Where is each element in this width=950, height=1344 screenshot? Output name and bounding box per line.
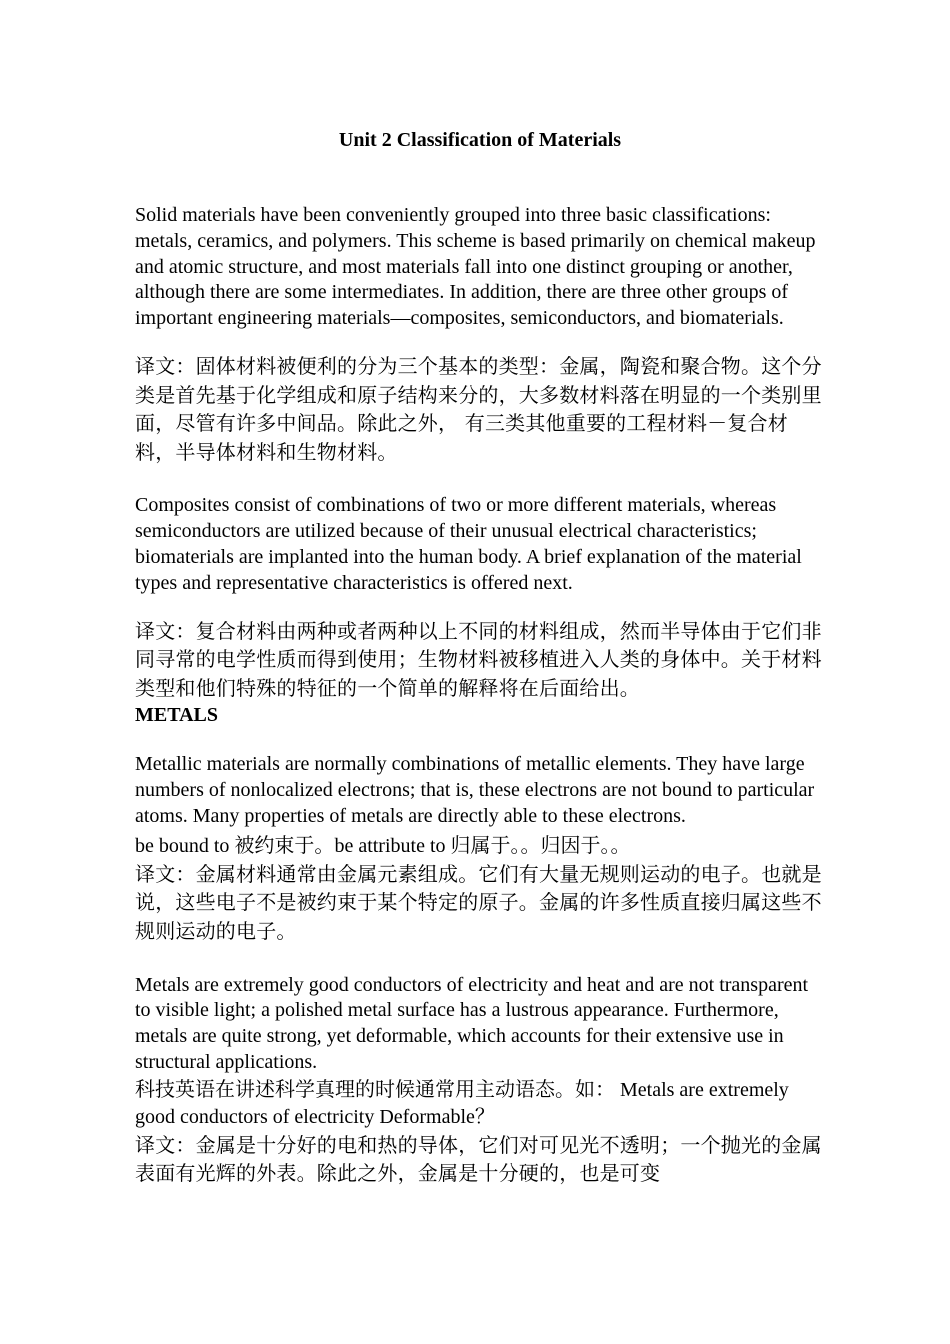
vocabulary-line	[135, 832, 825, 860]
paragraph-composites-en: Composites consist of combinations of two or more different materials, whereas semiconductors are utilized because of their unusual electrical characteristics; biomaterials are implanted into the human body. A brief explanation of the material types and representative characteristics is offered next.	[135, 494, 802, 594]
paragraph-conductors-zh: 译文：金属是十分好的电和热的导体，它们对可见光不透明；一个抛光的金属表面有光辉的外表。除此之外，金属是十分硬的，也是可变	[135, 1132, 822, 1186]
note-active-voice	[135, 1076, 825, 1131]
paragraph-classification-zh: 译文：固体材料被便利的分为三个基本的类型：金属，陶瓷和聚合物。这个分类是首先基于化学组成和原子结构来分的，大多数材料落在明显的一个类别里面，尽管有许多中间品。除此之外， 有三类其他重要的工程材料－复合材料，半导体材料和生物材料。	[135, 353, 822, 464]
paragraph-metals-zh: 译文：金属材料通常由金属元素组成。它们有大量无规则运动的电子。也就是说，这些电子不是被约束于某个特定的原子。金属的许多性质直接归属这些不规则运动的电子。	[135, 861, 822, 943]
note-text-zh: 科技英语在讲述科学真理的时候通常用主动语态。如：	[135, 1076, 615, 1101]
note-text-en: Metals are extremely good conductors of electricity Deformable？	[135, 1078, 789, 1128]
vocab-term-attribute: be attribute to	[334, 834, 451, 857]
paragraph-conductors-en: Metals are extremely good conductors of electricity and heat and are not transparent to visible light; a polished metal surface has a lustrous appearance. Furthermore, metals are quite strong, yet deformable, which accounts for their extensive use in structural applications.	[135, 973, 809, 1073]
paragraph-metals-en: Metallic materials are normally combinations of metallic elements. They have large numbers of nonlocalized electrons; that is, these electrons are not bound to particular atoms. Many properties of metals are directly able to these electrons.	[135, 753, 815, 827]
vocab-meaning-attribute: 归属于。。归因于。。	[450, 832, 631, 857]
vocab-term-bound: be bound to	[135, 834, 235, 857]
paragraph-classification-en: Solid materials have been conveniently grouped into three basic classifications: metals, ceramics, and polymers. This scheme is based primarily on chemical makeup and atomic structure, and most materials fall into one distinct grouping or another, although there are some intermediates. In addition, there are three other groups of important engineering materials—composites, semiconductors, and biomaterials.	[135, 204, 816, 330]
paragraph-composites-zh: 译文：复合材料由两种或者两种以上不同的材料组成，然而半导体由于它们非同寻常的电学性质而得到使用；生物材料被移植进入人类的身体中。关于材料类型和他们特殊的特征的一个简单的解释将在后面给出。	[135, 618, 822, 700]
vocab-meaning-bound: 被约束于。	[234, 832, 335, 857]
document-page	[135, 127, 825, 1188]
document-title: Unit 2 Classification of Materials	[338, 129, 622, 151]
section-heading-metals: METALS	[135, 704, 218, 727]
